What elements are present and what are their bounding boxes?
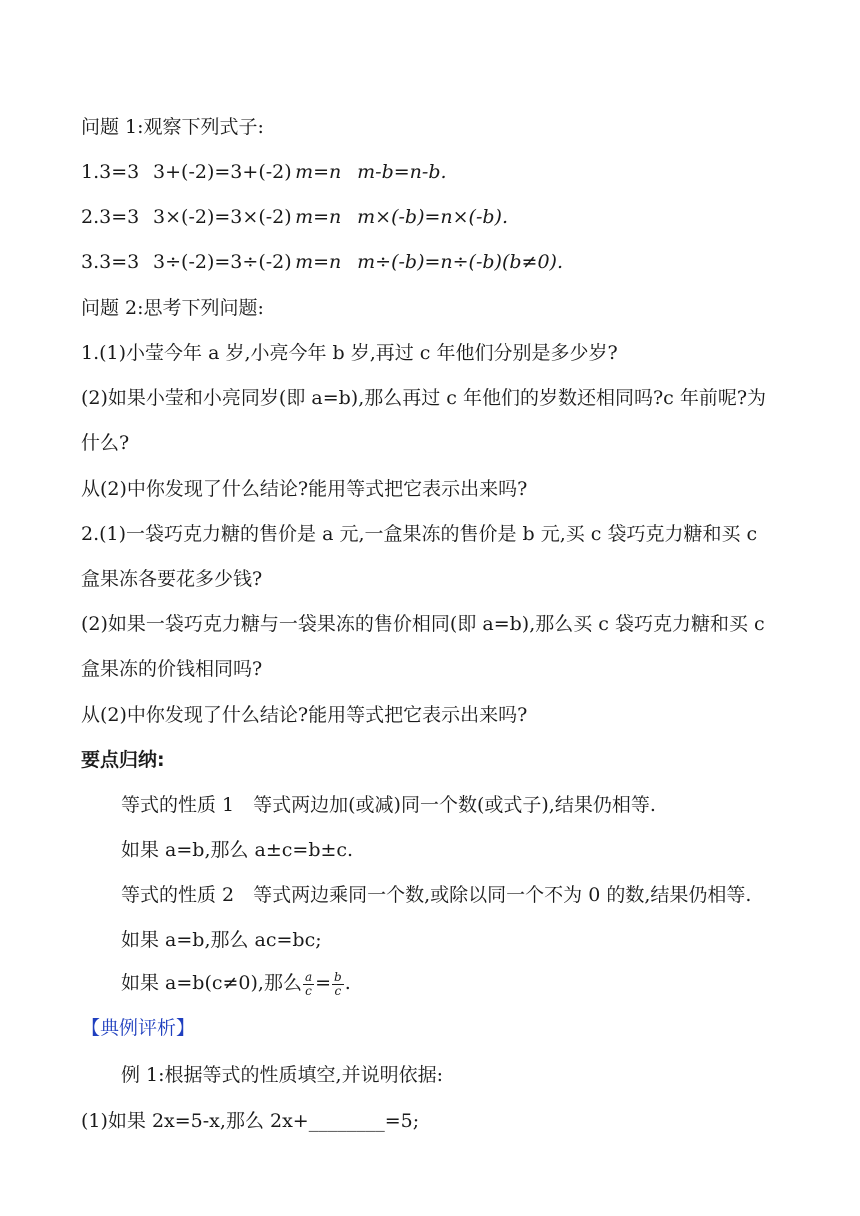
row-2-general: m×(-b)=n×(-b). (357, 206, 509, 228)
property-1-equation: 如果 a=b,那么 a±c=b±c. (121, 839, 354, 861)
row-3-number: 3.3=3 (81, 251, 140, 273)
row-1-expression: 3+(-2)=3+(-2) (153, 161, 292, 183)
example-heading: 【典例评析】 (81, 1017, 196, 1039)
fraction-numerator: b (334, 969, 342, 984)
fraction-b-over-c (332, 971, 344, 998)
property-2: 等式的性质 2 等式两边乘同一个数,或除以同一个不为 0 的数,结果仍相等. (121, 884, 752, 906)
question-1-title: 问题 1:观察下列式子: (81, 116, 264, 138)
fraction-a-over-c (303, 971, 314, 998)
row-3-expression: 3÷(-2)=3÷(-2) (153, 251, 292, 273)
row-3-general: m÷(-b)=n÷(-b)(b≠0). (357, 251, 564, 273)
question-2-line: 1.(1)小莹今年 a 岁,小亮今年 b 岁,再过 c 年他们分别是多少岁? (81, 342, 618, 364)
question-2-line: 从(2)中你发现了什么结论?能用等式把它表示出来吗? (81, 704, 528, 726)
row-3-equality: m=n (295, 251, 342, 273)
row-1-number: 1.3=3 (81, 161, 140, 183)
question-2-line: 2.(1)一袋巧克力糖的售价是 a 元,一盒果冻的售价是 b 元,买 c 袋巧克力糖和买 c (81, 523, 758, 545)
equation-2-prefix: 如果 a=b(c≠0),那么 (121, 972, 302, 994)
summary-heading: 要点归纳: (81, 749, 165, 771)
equation-row-3 (81, 249, 800, 275)
question-2-title: 问题 2:思考下列问题: (81, 297, 264, 319)
example-item-1: (1)如果 2x=5-x,那么 2x+________=5; (81, 1110, 420, 1132)
fraction-equals: = (315, 972, 332, 994)
property-1: 等式的性质 1 等式两边加(或减)同一个数(或式子),结果仍相等. (121, 794, 656, 816)
equation-row-2 (81, 204, 800, 230)
property-2-equation-1: 如果 a=b,那么 ac=bc; (121, 929, 322, 951)
equation-end: . (344, 972, 351, 994)
row-2-number: 2.3=3 (81, 206, 140, 228)
property-2-equation-2 (121, 970, 800, 998)
fraction-denominator: c (334, 983, 342, 998)
row-1-general: m-b=n-b. (357, 161, 447, 183)
fraction-denominator: c (305, 983, 312, 998)
equation-row-1 (81, 159, 800, 185)
row-2-expression: 3×(-2)=3×(-2) (153, 206, 292, 228)
question-2-line: 盒果冻的价钱相同吗? (81, 658, 263, 680)
row-2-equality: m=n (295, 206, 342, 228)
question-2-line: 从(2)中你发现了什么结论?能用等式把它表示出来吗? (81, 478, 528, 500)
row-1-equality: m=n (295, 161, 342, 183)
example-intro: 例 1:根据等式的性质填空,并说明依据: (121, 1064, 443, 1086)
question-2-line: 盒果冻各要花多少钱? (81, 568, 263, 590)
fraction-numerator: a (304, 969, 313, 984)
question-2-line: 什么? (81, 432, 130, 454)
question-2-line: (2)如果一袋巧克力糖与一袋果冻的售价相同(即 a=b),那么买 c 袋巧克力糖和买 c (81, 613, 765, 635)
question-2-line: (2)如果小莹和小亮同岁(即 a=b),那么再过 c 年他们的岁数还相同吗?c 年前呢?为 (81, 387, 767, 409)
